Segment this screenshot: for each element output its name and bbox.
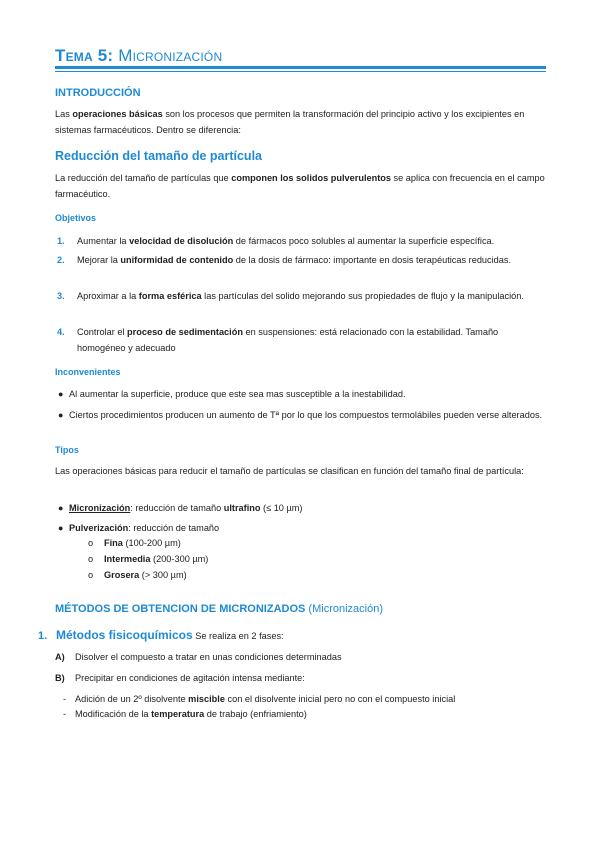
reduccion-heading: Reducción del tamaño de partícula [55, 149, 262, 163]
tipos-heading: Tipos [55, 445, 79, 455]
circle-bullet-icon: o [88, 538, 94, 548]
objetivo-item: 2. Mejorar la uniformidad de contenido de la dosis de fármaco: importante en dosis terapéuticas reducidas. [57, 255, 512, 265]
tipo-subitem: o Grosera (> 300 µm) [88, 567, 187, 583]
tipo-subitem: o Fina (100-200 µm) [88, 535, 181, 551]
inconveniente-item: ● Ciertos procedimientos producen un aumento de Tª por lo que los compuestos termolábiles pueden verse alterados. [55, 407, 547, 423]
bullet-icon: ● [58, 503, 64, 513]
metodos-heading: MÉTODOS DE OBTENCION DE MICRONIZADOS (Micronización) [55, 603, 384, 615]
reduccion-paragraph: La reducción del tamaño de partículas que componen los solidos pulverulentos se aplica con frecuencia en el campo farmacéutico. [55, 173, 545, 199]
circle-bullet-icon: o [88, 554, 94, 564]
tema-label: Tema 5: [55, 46, 114, 65]
tipo-item-micronizacion: ● Micronización: reducción de tamaño ultrafino (≤ 10 µm) [55, 500, 547, 516]
bullet-icon: ● [58, 389, 64, 399]
title-rule-thin [55, 71, 546, 72]
bullet-icon: ● [58, 523, 64, 533]
circle-bullet-icon: o [88, 570, 94, 580]
objetivos-heading: Objetivos [55, 213, 97, 223]
tipos-paragraph: Las operaciones básicas para reducir el tamaño de partículas se clasifican en función del tamaño final de partícula: [55, 466, 524, 476]
objetivo-item: 1. Aumentar la velocidad de disolución de fármacos poco solubles al aumentar la superficie específica. [57, 236, 495, 246]
metodo-fisicoquimico: 1. Métodos fisicoquímicos Se realiza en 2 fases: [38, 628, 284, 642]
inconvenientes-heading: Inconvenientes [55, 367, 121, 377]
inconveniente-item: ● Al aumentar la superficie, produce que este sea mas susceptible a la inestabilidad. [55, 386, 547, 402]
title-rule-thick [55, 66, 546, 69]
fase-a: A) Disolver el compuesto a tratar en unas condiciones determinadas [55, 652, 342, 662]
tipo-item-pulverizacion: ● Pulverización: reducción de tamaño [55, 520, 547, 536]
fase-b: B) Precipitar en condiciones de agitación intensa mediante: [55, 673, 305, 683]
page-title [55, 46, 222, 66]
objetivo-item: 3. Aproximar a la forma esférica las partículas del solido mejorando sus propiedades de flujo y la manipulación. [57, 291, 524, 301]
intro-paragraph: Las operaciones básicas son los procesos que permiten la transformación del principio activo y los excipientes en sistemas farmacéuticos. Dentro se diferencia: [55, 109, 525, 135]
bullet-icon: ● [58, 410, 64, 420]
objetivo-item: 4. Controlar el proceso de sedimentación en suspensiones: está relacionado con la estabilidad. Tamaño homogéneo y adecuado [57, 327, 499, 353]
fase-b-subitem: - Modificación de la temperatura de trabajo (enfriamiento) [63, 709, 307, 719]
intro-heading: INTRODUCCIÓN [55, 87, 141, 99]
tema-title: Micronización [118, 46, 223, 65]
fase-b-subitem: - Adición de un 2º disolvente miscible con el disolvente inicial pero no con el compuesto inicial [63, 694, 456, 704]
tipo-subitem: o Intermedia (200-300 µm) [88, 551, 208, 567]
